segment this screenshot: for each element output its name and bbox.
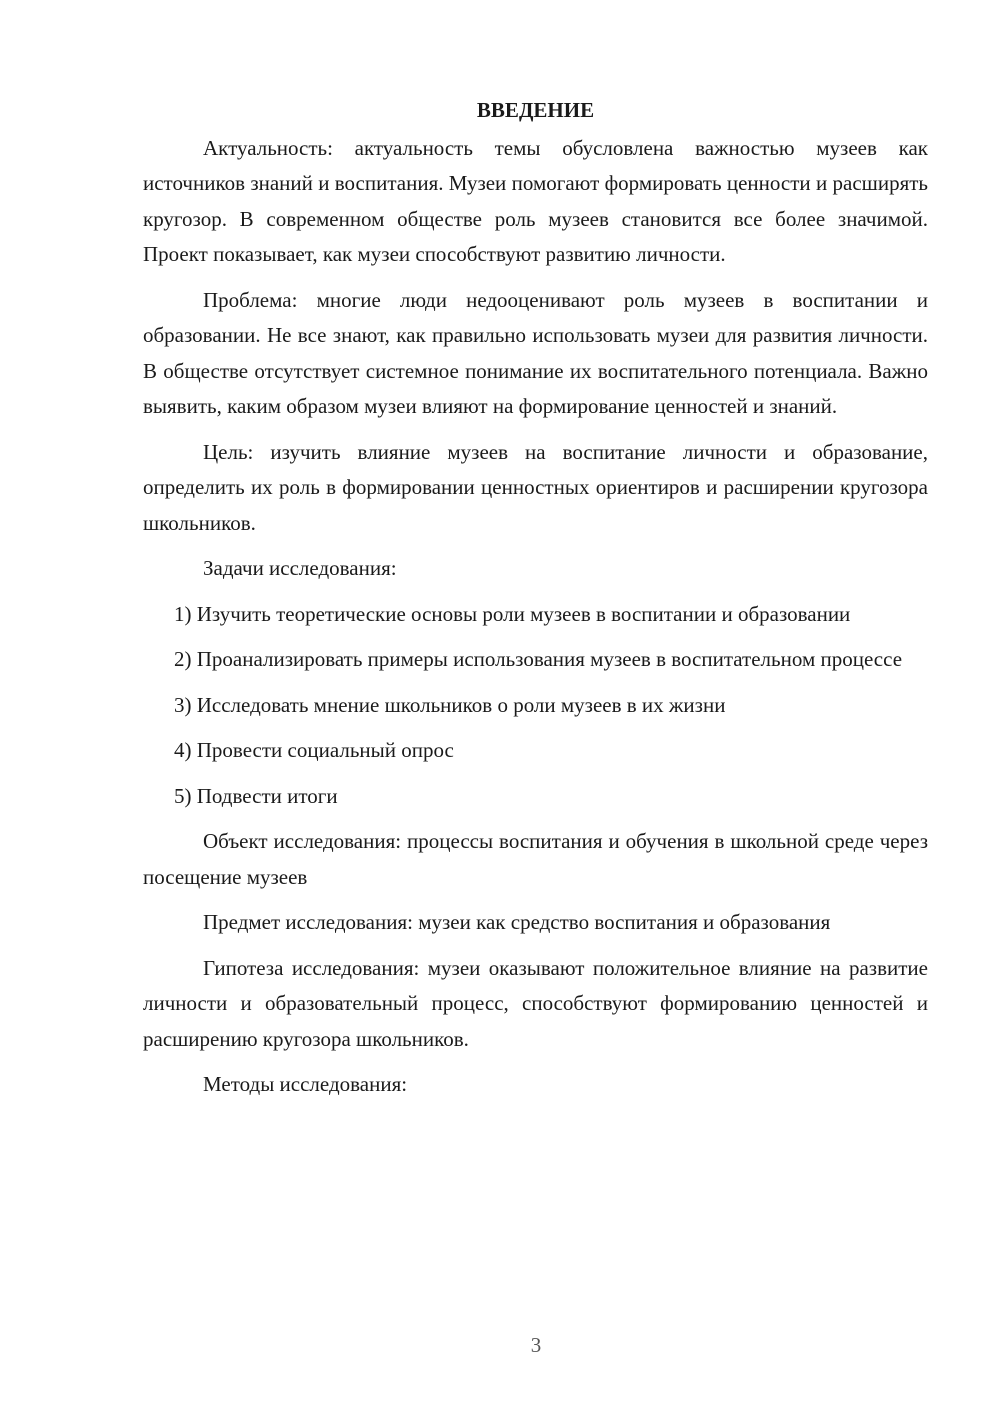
paragraph-relevance: Актуальность: актуальность темы обусловлена важностью музеев как источников знаний и воспитания. Музеи помогают формировать ценности и расширять кругозор. В современном обществе роль музеев становится все более значимой. Проект показывает, как музеи способствуют развитию личности. <box>143 135 928 266</box>
page-content <box>143 93 928 1113</box>
paragraph-goal: Цель: изучить влияние музеев на воспитание личности и образование, определить их роль в формировании ценностных ориентиров и расширении кругозора школьников. <box>143 439 928 535</box>
page-title: ВВЕДЕНИЕ <box>476 98 595 122</box>
paragraph-methods-heading: Методы исследования: <box>203 1072 408 1096</box>
list-item-task-3: 3) Исследовать мнение школьников о роли музеев в их жизни <box>174 692 726 717</box>
paragraph-object: Объект исследования: процессы воспитания и обучения в школьной среде через посещение музеев <box>143 829 928 889</box>
list-item-task-2: 2) Проанализировать примеры использования музеев в воспитательном процессе <box>174 647 903 671</box>
list-item-task-4: 4) Провести социальный опрос <box>174 738 454 762</box>
page-number: 3 <box>530 1333 542 1357</box>
list-item-task-5: 5) Подвести итоги <box>174 783 338 808</box>
paragraph-subject: Предмет исследования: музеи как средство воспитания и образования <box>203 910 831 934</box>
paragraph-hypothesis: Гипотеза исследования: музеи оказывают положительное влияние на развитие личности и образовательный процесс, способствуют формированию ценностей и расширению кругозора школьников. <box>143 955 928 1051</box>
paragraph-tasks-heading: Задачи исследования: <box>203 556 397 580</box>
list-item-task-1: 1) Изучить теоретические основы роли музеев в воспитании и образовании <box>174 601 851 626</box>
paragraph-problem: Проблема: многие люди недооценивают роль музеев в воспитании и образовании. Не все знают, как правильно использовать музеи для развития личности. В обществе отсутствует системное понимание их воспитательного потенциала. Важно выявить, каким образом музеи влияют на формирование ценностей и знаний. <box>143 287 928 418</box>
